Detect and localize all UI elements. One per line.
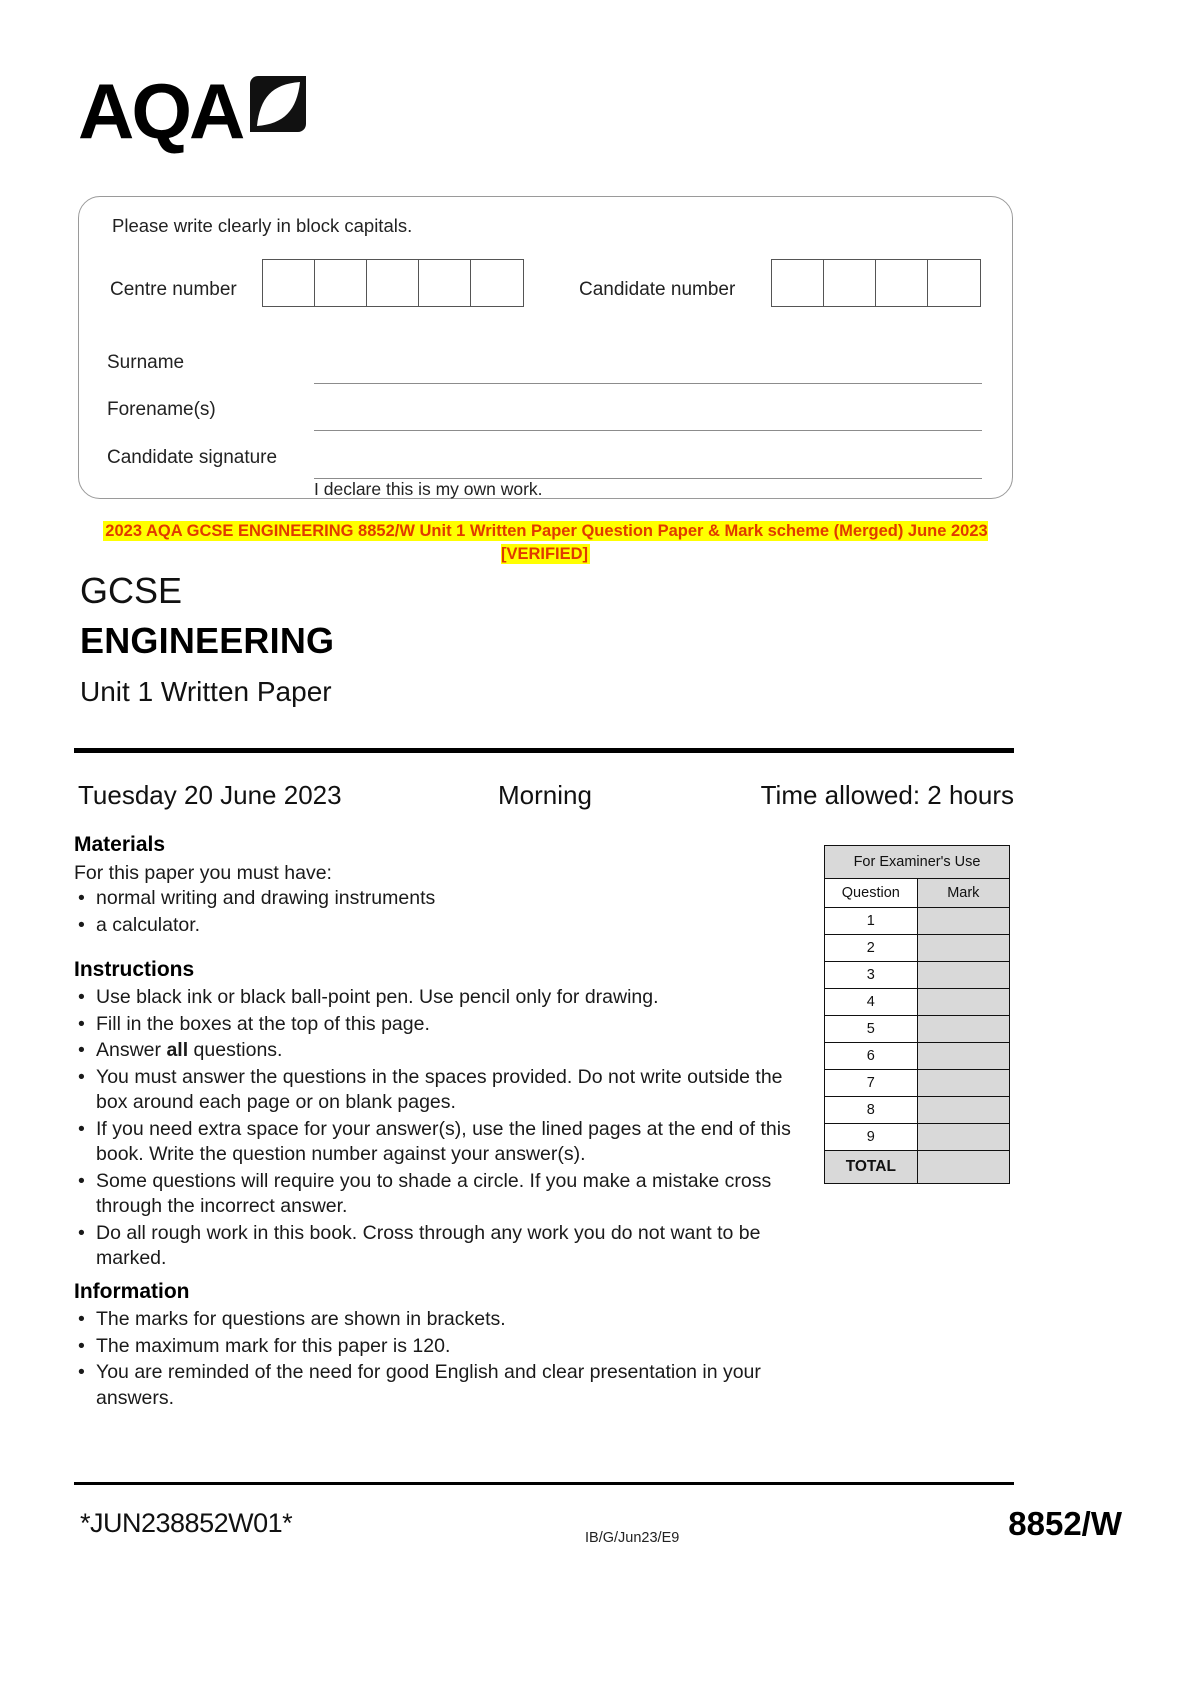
- instructions-heading: Instructions: [74, 958, 195, 981]
- centre-number-cell[interactable]: [367, 260, 419, 306]
- materials-heading: Materials: [74, 833, 166, 856]
- surname-field[interactable]: [314, 383, 982, 384]
- candidate-number-cell[interactable]: [824, 260, 876, 306]
- mark-cell[interactable]: [917, 1097, 1009, 1124]
- total-label: TOTAL: [825, 1151, 918, 1184]
- list-item: • You are reminded of the need for good English and clear presentation in your answers.: [74, 1360, 794, 1411]
- materials-intro: For this paper you must have:: [74, 862, 332, 884]
- candidate-number-cell[interactable]: [928, 260, 980, 306]
- candidate-number-input[interactable]: [771, 259, 981, 307]
- exam-time-allowed: Time allowed: 2 hours: [760, 780, 1014, 810]
- centre-number-input[interactable]: [262, 259, 524, 307]
- qualification-title: GCSE: [80, 570, 183, 611]
- question-number: 2: [825, 935, 918, 962]
- paper-code: 8852/W: [1008, 1505, 1122, 1542]
- question-number: 8: [825, 1097, 918, 1124]
- aqa-logo-text: AQA: [78, 67, 243, 155]
- table-row: [825, 1097, 1010, 1124]
- subject-title: ENGINEERING: [80, 620, 335, 661]
- unit-title: Unit 1 Written Paper: [80, 676, 332, 707]
- exam-details-row: [78, 780, 1014, 811]
- materials-section: [74, 833, 794, 939]
- column-header-question: Question: [825, 879, 918, 908]
- column-header-mark: Mark: [917, 879, 1009, 908]
- list-item: [74, 1038, 804, 1064]
- table-row-total: [825, 1151, 1010, 1184]
- list-item: • The marks for questions are shown in brackets.: [74, 1307, 794, 1333]
- centre-number-cell[interactable]: [315, 260, 367, 306]
- list-item: • Use black ink or black ball-point pen. Use pencil only for drawing.: [74, 985, 804, 1011]
- footer-divider: [74, 1482, 1014, 1485]
- table-row: [825, 989, 1010, 1016]
- information-section: [74, 1280, 794, 1412]
- list-item: • If you need extra space for your answer(s), use the lined pages at the end of this book. Write the question number against your answer(s).: [74, 1117, 804, 1168]
- mark-cell[interactable]: [917, 935, 1009, 962]
- candidate-signature-label: Candidate signature: [107, 447, 278, 468]
- materials-list: [74, 886, 794, 938]
- candidate-number-cell[interactable]: [876, 260, 928, 306]
- barcode-text: *JUN238852W01*: [80, 1508, 293, 1538]
- declaration-text: I declare this is my own work.: [314, 479, 543, 499]
- question-number: 1: [825, 908, 918, 935]
- examiner-table-title: For Examiner's Use: [825, 846, 1010, 879]
- mark-cell[interactable]: [917, 1043, 1009, 1070]
- table-row: [825, 1016, 1010, 1043]
- forename-field[interactable]: [314, 430, 982, 431]
- forename-label: Forename(s): [107, 399, 216, 420]
- question-number: 6: [825, 1043, 918, 1070]
- highlighted-title-text: 2023 AQA GCSE ENGINEERING 8852/W Unit 1 Written Paper Question Paper & Mark scheme (Merged) June 2023 [VERIFIED]: [105, 522, 988, 563]
- table-row: [825, 1043, 1010, 1070]
- question-number: 7: [825, 1070, 918, 1097]
- centre-number-label: Centre number: [110, 279, 237, 300]
- table-row: [825, 846, 1010, 879]
- information-heading: Information: [74, 1280, 190, 1303]
- surname-label: Surname: [107, 352, 185, 373]
- information-list: [74, 1307, 794, 1411]
- aqa-leaf-icon: [250, 76, 306, 132]
- mark-cell[interactable]: [917, 962, 1009, 989]
- question-number: 9: [825, 1124, 918, 1151]
- aqa-logo: [78, 67, 306, 155]
- candidate-details-box: [78, 196, 1013, 499]
- list-item: • a calculator.: [74, 913, 794, 939]
- table-row: [825, 1070, 1010, 1097]
- mark-cell[interactable]: [917, 1016, 1009, 1043]
- block-capitals-note: Please write clearly in block capitals.: [112, 215, 413, 236]
- table-row: [825, 935, 1010, 962]
- table-row: [825, 879, 1010, 908]
- header-divider: [74, 748, 1014, 753]
- question-number: 3: [825, 962, 918, 989]
- question-number: 5: [825, 1016, 918, 1043]
- list-item: • Some questions will require you to shade a circle. If you make a mistake cross through the incorrect answer.: [74, 1169, 804, 1220]
- candidate-number-cell[interactable]: [772, 260, 824, 306]
- total-mark-cell[interactable]: [917, 1151, 1009, 1184]
- mark-cell[interactable]: [917, 1070, 1009, 1097]
- table-row: [825, 908, 1010, 935]
- table-row: [825, 1124, 1010, 1151]
- exam-session: Morning: [498, 780, 592, 810]
- list-item: • The maximum mark for this paper is 120.: [74, 1334, 794, 1360]
- question-number: 4: [825, 989, 918, 1016]
- answer-all-text: Answer all questions.: [96, 1039, 283, 1061]
- list-item: • Fill in the boxes at the top of this page.: [74, 1012, 804, 1038]
- examiner-use-table: [824, 845, 1010, 1184]
- centre-number-cell[interactable]: [471, 260, 523, 306]
- exam-date: Tuesday 20 June 2023: [78, 780, 342, 810]
- instructions-section: [74, 958, 804, 1273]
- list-item: • You must answer the questions in the spaces provided. Do not write outside the box around each page or on blank pages.: [74, 1065, 804, 1116]
- mark-cell[interactable]: [917, 989, 1009, 1016]
- centre-number-cell[interactable]: [419, 260, 471, 306]
- instructions-list: [74, 985, 804, 1272]
- mark-cell[interactable]: [917, 1124, 1009, 1151]
- mark-cell[interactable]: [917, 908, 1009, 935]
- highlighted-title-banner: [78, 520, 1013, 566]
- ib-code: IB/G/Jun23/E9: [585, 1530, 680, 1546]
- list-item: • normal writing and drawing instruments: [74, 886, 794, 912]
- table-row: [825, 962, 1010, 989]
- candidate-number-label: Candidate number: [579, 279, 736, 300]
- centre-number-cell[interactable]: [263, 260, 315, 306]
- list-item: • Do all rough work in this book. Cross through any work you do not want to be marked.: [74, 1221, 804, 1272]
